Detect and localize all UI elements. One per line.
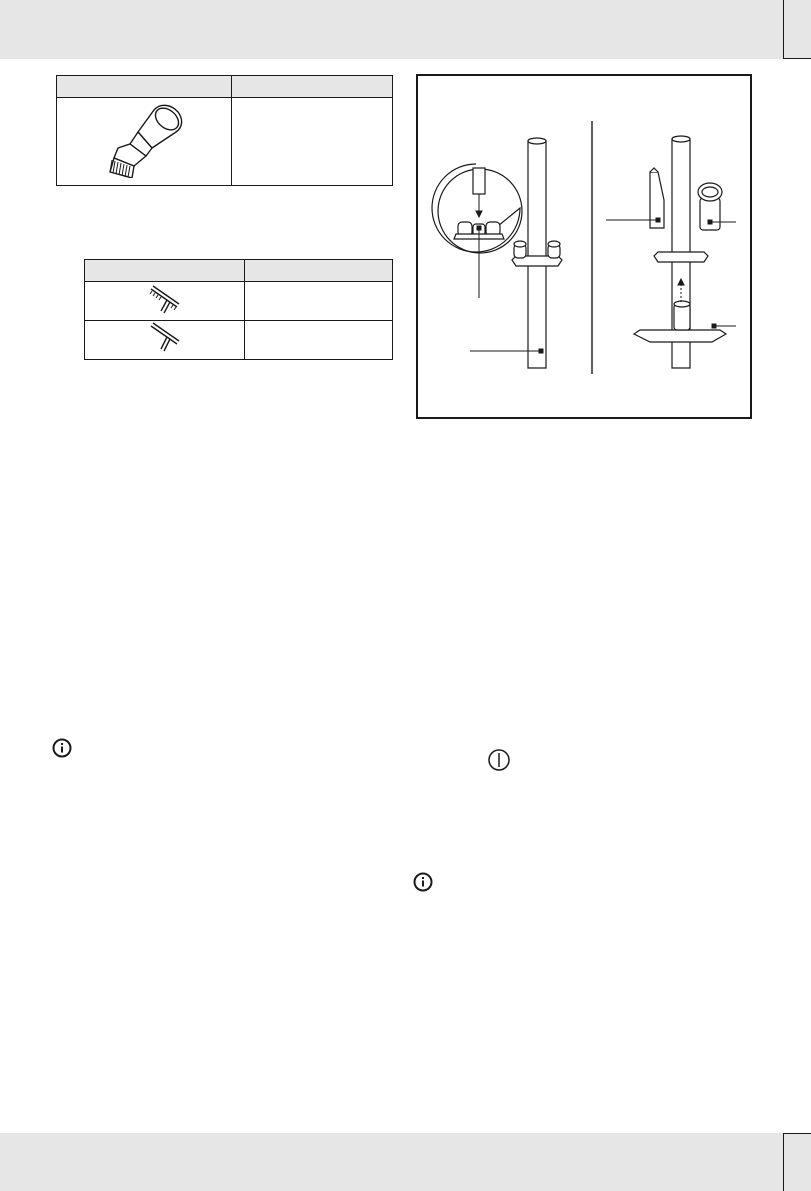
floor-brush-with-bristles-icon (147, 283, 183, 315)
power-switch-icon (487, 748, 511, 772)
accessory-holder-right (654, 252, 708, 262)
table-header-cell (245, 260, 393, 282)
assembly-figure (416, 74, 752, 419)
table-header-cell (85, 260, 245, 282)
round-brush (700, 198, 720, 230)
brush-accessory-table (56, 75, 393, 186)
table-row (85, 282, 393, 321)
table-text-cell (231, 98, 392, 186)
table-text-cell (245, 321, 393, 360)
info-icon (413, 872, 433, 892)
assembly-illustration (418, 76, 754, 421)
table-header-cell (231, 76, 392, 98)
table-icon-cell (85, 282, 245, 321)
floor-brush (634, 330, 726, 342)
table-row (57, 98, 393, 186)
footer-band (0, 1133, 811, 1191)
crop-mark-bottom (783, 1133, 811, 1134)
table-icon-cell (57, 98, 232, 186)
extension-tube-left (528, 141, 546, 368)
upholstery-brush-nozzle-icon (94, 100, 194, 178)
crop-mark-bottom-vertical (783, 1133, 784, 1191)
table-icon-cell (85, 321, 245, 360)
crop-mark-top (783, 58, 811, 59)
floor-brush-table (84, 259, 393, 360)
table-text-cell (245, 282, 393, 321)
info-icon (52, 738, 72, 758)
crop-mark-top-vertical (783, 0, 784, 59)
table-header-cell (57, 76, 232, 98)
table-row (85, 321, 393, 360)
header-band (0, 0, 811, 59)
floor-brush-without-bristles-icon (147, 322, 183, 354)
